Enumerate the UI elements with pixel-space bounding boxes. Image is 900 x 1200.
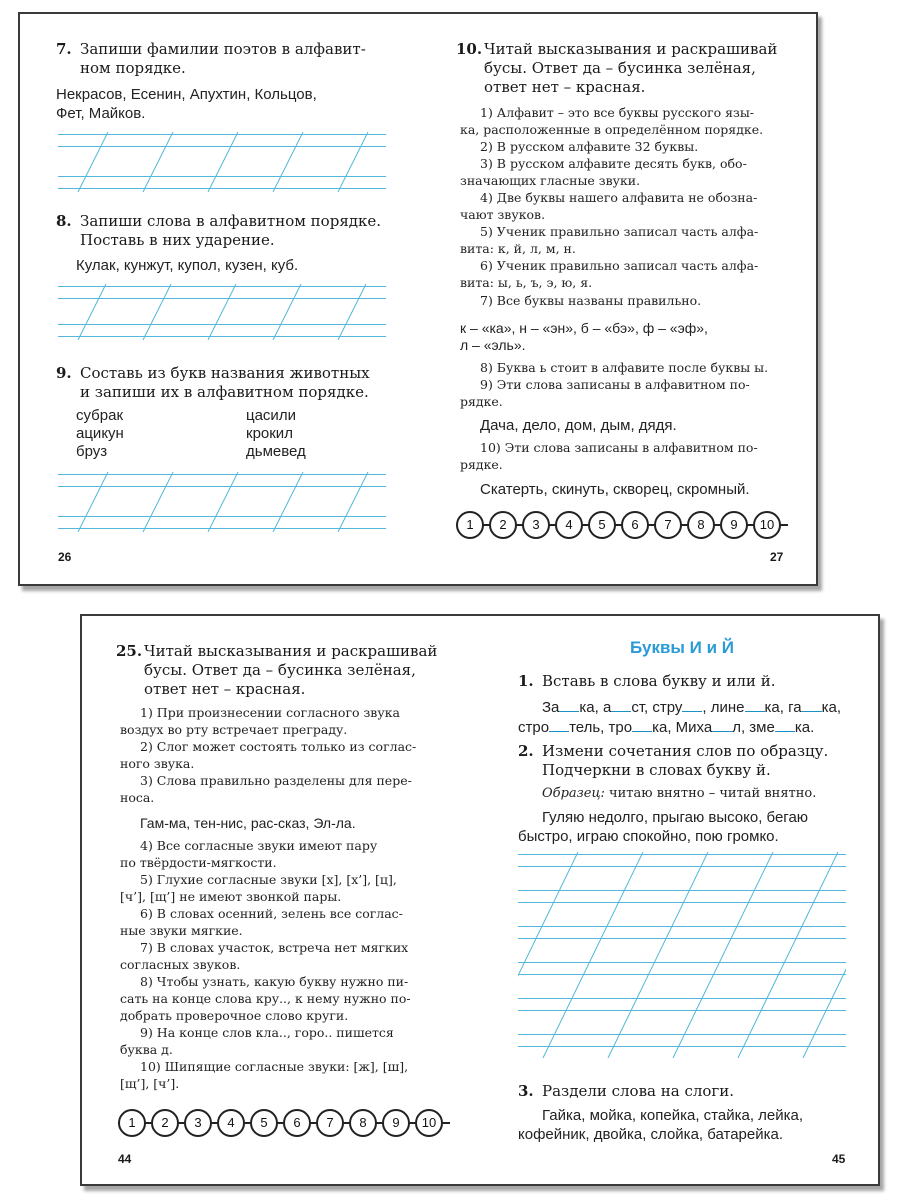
- scrambled-word: цасили: [246, 407, 296, 424]
- statement-line: согласных звуков.: [120, 957, 241, 972]
- bead[interactable]: 3: [184, 1109, 212, 1137]
- scrambled-word: дьмевед: [246, 443, 306, 460]
- sample-line: Образец: читаю внятно – читай внятно.: [542, 786, 817, 801]
- bead[interactable]: 6: [621, 511, 649, 539]
- task-title-line: Запиши фамилии поэтов в алфавит-: [80, 40, 366, 58]
- bead[interactable]: 6: [283, 1109, 311, 1137]
- letter-blank[interactable]: [712, 718, 732, 732]
- letter-blank[interactable]: [802, 698, 822, 712]
- page-number: 26: [58, 550, 72, 564]
- statement-line: 4) Две буквы нашего алфавита не обозна-: [480, 190, 758, 205]
- statement-line: 6) В словах осенний, зелень все соглас-: [140, 906, 403, 921]
- statement-line: 9) На конце слов кла.., горо.. пишется: [140, 1025, 394, 1040]
- scrambled-word: крокил: [246, 425, 293, 442]
- letter-blank[interactable]: [775, 718, 795, 732]
- task-title-line: Измени сочетания слов по образцу.: [542, 742, 829, 760]
- task-title-line: бусы. Ответ да – бусинка зелёная,: [484, 59, 756, 77]
- statement-line: ного звука.: [120, 756, 195, 771]
- task-number: 1.: [518, 672, 534, 690]
- task-title-line: ответ нет – красная.: [144, 680, 306, 698]
- statement-line: сать на конце слова кру.., к нему нужно по-: [120, 991, 411, 1006]
- letter-blank[interactable]: [611, 698, 631, 712]
- bead[interactable]: 8: [349, 1109, 377, 1137]
- task-number: 2.: [518, 742, 534, 760]
- statement-line: 7) В словах участок, встреча нет мягких: [140, 940, 409, 955]
- word-list: Кулак, кунжут, купол, кузен, куб.: [76, 257, 299, 274]
- bead-string: [456, 510, 788, 540]
- statement-line: вита: к, й, л, м, н.: [460, 241, 576, 256]
- statement-line: [ч’], [щ’] не имеют звонкой пары.: [120, 889, 342, 904]
- slant-lines: [58, 284, 386, 340]
- statement-line: 3) Слова правильно разделены для пере-: [140, 773, 412, 788]
- bead[interactable]: 5: [250, 1109, 278, 1137]
- example-line: Дача, дело, дом, дым, дядя.: [480, 417, 677, 434]
- task-number: 10.: [456, 40, 483, 58]
- bead[interactable]: 4: [217, 1109, 245, 1137]
- fill-in-line: За ка, а ст, стру , лине ка, га ка,: [542, 699, 841, 716]
- bead[interactable]: 7: [316, 1109, 344, 1137]
- task-title-line: Подчеркни в словах букву й.: [542, 761, 771, 779]
- statement-line: 8) Буква ь стоит в алфавите после буквы ы.: [480, 360, 769, 375]
- section-heading: Буквы И и Й: [630, 638, 734, 657]
- writing-lines[interactable]: [58, 284, 386, 340]
- task-title-line: Составь из букв названия животных: [80, 364, 370, 382]
- bead[interactable]: 2: [151, 1109, 179, 1137]
- spread-pages-44-45: [80, 614, 880, 1186]
- task-number: 9.: [56, 364, 72, 382]
- bead[interactable]: 3: [522, 511, 550, 539]
- statement-line: 4) Все согласные звуки имеют пару: [140, 838, 378, 853]
- bead[interactable]: 10: [415, 1109, 443, 1137]
- bead[interactable]: 9: [720, 511, 748, 539]
- word-list: Фет, Майков.: [56, 105, 146, 122]
- bead[interactable]: 1: [456, 511, 484, 539]
- statement-line: [щ’], [ч’].: [120, 1076, 180, 1091]
- bead[interactable]: 9: [382, 1109, 410, 1137]
- bead-string: [118, 1108, 450, 1138]
- statement-line: 9) Эти слова записаны в алфавитном по-: [480, 377, 750, 392]
- statement-line: 5) Ученик правильно записал часть алфа-: [480, 224, 759, 239]
- statement-line: 2) В русском алфавите 32 буквы.: [480, 139, 699, 154]
- slant-lines: [58, 132, 386, 192]
- scrambled-word: ацикун: [76, 425, 124, 442]
- page-number: 45: [832, 1152, 846, 1166]
- statement-line: ка, расположенные в определённом порядке.: [460, 122, 764, 137]
- task-title-line: и запиши их в алфавитном порядке.: [80, 383, 369, 401]
- bead[interactable]: 2: [489, 511, 517, 539]
- word-list: Гуляю недолго, прыгаю высоко, бегаю: [542, 809, 809, 826]
- statement-line: 10) Шипящие согласные звуки: [ж], [ш],: [140, 1059, 409, 1074]
- statement-line: 1) Алфавит – это все буквы русского язы-: [480, 105, 755, 120]
- task-title-line: Поставь в них ударение.: [80, 231, 275, 249]
- page-number: 44: [118, 1152, 132, 1166]
- word-list: Некрасов, Есенин, Апухтин, Кольцов,: [56, 86, 317, 103]
- task-title-line: Раздели слова на слоги.: [542, 1082, 735, 1100]
- statement-line: 8) Чтобы узнать, какую букву нужно пи-: [140, 974, 409, 989]
- bead[interactable]: 7: [654, 511, 682, 539]
- letter-blank[interactable]: [682, 698, 702, 712]
- slant-lines: [58, 472, 386, 532]
- statement-line: добрать проверочное слово круги.: [120, 1008, 349, 1023]
- letter-blank[interactable]: [745, 698, 765, 712]
- page-27: [420, 14, 820, 584]
- statement-line: чают звуков.: [460, 207, 546, 222]
- statement-line: 6) Ученик правильно записал часть алфа-: [480, 258, 759, 273]
- word-list: Гайка, мойка, копейка, стайка, лейка,: [542, 1107, 804, 1124]
- page-number: 27: [770, 550, 784, 564]
- bead[interactable]: 4: [555, 511, 583, 539]
- example-line: Скатерть, скинуть, скворец, скромный.: [480, 481, 750, 498]
- statement-line: ные звуки мягкие.: [120, 923, 243, 938]
- task-title-line: ответ нет – красная.: [484, 78, 646, 96]
- bead[interactable]: 1: [118, 1109, 146, 1137]
- task-number: 25.: [116, 642, 143, 660]
- page-26: [20, 14, 420, 584]
- task-title-line: Запиши слова в алфавитном порядке.: [80, 212, 382, 230]
- bead[interactable]: 10: [753, 511, 781, 539]
- bead[interactable]: 5: [588, 511, 616, 539]
- statement-line: рядке.: [460, 394, 503, 409]
- statement-line: 7) Все буквы названы правильно.: [480, 293, 702, 308]
- writing-lines[interactable]: [58, 472, 386, 532]
- page-44: [82, 616, 482, 1184]
- statement-line: буква д.: [120, 1042, 173, 1057]
- statement-line: 10) Эти слова записаны в алфавитном по-: [480, 440, 758, 455]
- statement-line: по твёрдости-мягкости.: [120, 855, 277, 870]
- writing-lines[interactable]: [518, 852, 846, 1058]
- task-title-line: Читай высказывания и раскрашивай: [484, 40, 778, 58]
- scrambled-word: субрак: [76, 407, 124, 424]
- example-line: Гам-ма, тен-нис, рас-сказ, Эл-ла.: [140, 815, 356, 831]
- task-title-line: Читай высказывания и раскрашивай: [144, 642, 438, 660]
- statement-line: 1) При произнесении согласного звука: [140, 705, 400, 720]
- bead[interactable]: 8: [687, 511, 715, 539]
- statement-line: носа.: [120, 790, 155, 805]
- task-title-line: бусы. Ответ да – бусинка зелёная,: [144, 661, 416, 679]
- task-number: 8.: [56, 212, 72, 230]
- statement-line: 2) Слог может состоять только из соглас-: [140, 739, 417, 754]
- task-title-line: Вставь в слова букву и или й.: [542, 672, 776, 690]
- statement-line: воздух во рту встречает преграду.: [120, 722, 348, 737]
- example-line: к – «ка», н – «эн», б – «бэ», ф – «эф»,: [460, 320, 708, 336]
- writing-lines[interactable]: [58, 132, 386, 192]
- statement-line: значающих гласные звуки.: [460, 173, 641, 188]
- statement-line: 5) Глухие согласные звуки [х], [х’], [ц],: [140, 872, 397, 887]
- statement-line: вита: ы, ь, ъ, э, ю, я.: [460, 275, 593, 290]
- fill-in-line: стро тель, тро ка, Миха л, зме ка.: [518, 719, 815, 736]
- letter-blank[interactable]: [632, 718, 652, 732]
- scrambled-word: бруз: [76, 443, 108, 460]
- task-number: 7.: [56, 40, 72, 58]
- task-title-line: ном порядке.: [80, 59, 186, 77]
- page-45: [482, 616, 882, 1184]
- spread-pages-26-27: [18, 12, 818, 586]
- statement-line: рядке.: [460, 457, 503, 472]
- example-line: л – «эль».: [460, 337, 526, 353]
- letter-blank[interactable]: [549, 718, 569, 732]
- word-list: кофейник, двойка, слойка, батарейка.: [518, 1126, 784, 1143]
- slant-lines: [518, 852, 846, 1058]
- word-list: быстро, играю спокойно, пою громко.: [518, 828, 779, 845]
- letter-blank[interactable]: [559, 698, 579, 712]
- task-number: 3.: [518, 1082, 534, 1100]
- statement-line: 3) В русском алфавите десять букв, обо-: [480, 156, 747, 171]
